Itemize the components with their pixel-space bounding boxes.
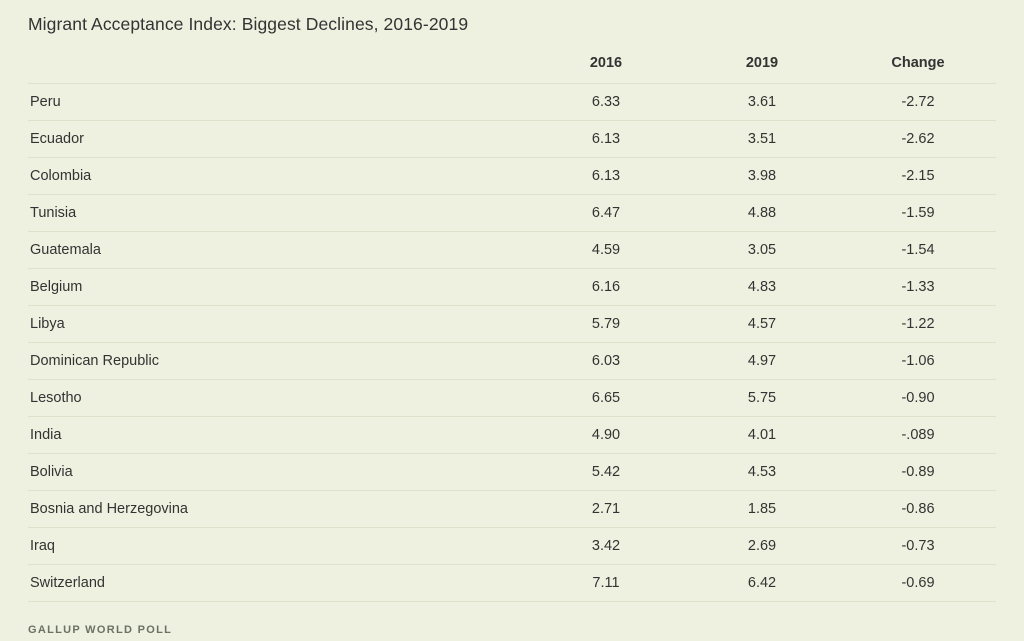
- cell-2019: 2.69: [684, 528, 840, 565]
- cell-change: -0.73: [840, 528, 996, 565]
- cell-2019: 3.51: [684, 121, 840, 158]
- cell-2019: 1.85: [684, 491, 840, 528]
- cell-2016: 6.65: [528, 380, 684, 417]
- cell-change: -.089: [840, 417, 996, 454]
- cell-country: Colombia: [28, 158, 528, 195]
- table-row: [28, 306, 996, 343]
- cell-2019: 3.05: [684, 232, 840, 269]
- cell-2019: 6.42: [684, 565, 840, 602]
- cell-2016: 5.42: [528, 454, 684, 491]
- column-header-change: Change: [891, 55, 945, 71]
- table-row: [28, 158, 996, 195]
- table-row: [28, 343, 996, 380]
- cell-change: -1.06: [840, 343, 996, 380]
- cell-country: India: [28, 417, 528, 454]
- cell-change: -1.22: [840, 306, 996, 343]
- cell-country: Bolivia: [28, 454, 528, 491]
- cell-change: -0.90: [840, 380, 996, 417]
- table-row: [28, 528, 996, 565]
- source-label: GALLUP WORLD POLL: [28, 624, 173, 636]
- table-header-row: [28, 49, 996, 84]
- cell-country: Iraq: [28, 528, 528, 565]
- table-row: [28, 84, 996, 121]
- table-row: [28, 565, 996, 602]
- cell-2019: 5.75: [684, 380, 840, 417]
- cell-2016: 5.79: [528, 306, 684, 343]
- cell-2016: 6.13: [528, 121, 684, 158]
- cell-country: Switzerland: [28, 565, 528, 602]
- table-row: [28, 491, 996, 528]
- cell-country: Lesotho: [28, 380, 528, 417]
- cell-2019: 4.88: [684, 195, 840, 232]
- table-row: [28, 269, 996, 306]
- cell-2019: 4.83: [684, 269, 840, 306]
- cell-2016: 4.90: [528, 417, 684, 454]
- cell-2016: 4.59: [528, 232, 684, 269]
- cell-change: -0.69: [840, 565, 996, 602]
- cell-2019: 4.57: [684, 306, 840, 343]
- table-row: [28, 121, 996, 158]
- cell-2016: 6.33: [528, 84, 684, 121]
- cell-country: Bosnia and Herzegovina: [28, 491, 528, 528]
- cell-country: Dominican Republic: [28, 343, 528, 380]
- cell-change: -1.33: [840, 269, 996, 306]
- cell-2019: 4.53: [684, 454, 840, 491]
- cell-2016: 6.13: [528, 158, 684, 195]
- table-row: [28, 195, 996, 232]
- cell-change: -2.72: [840, 84, 996, 121]
- migrant-acceptance-table: [28, 49, 996, 602]
- table-row: [28, 380, 996, 417]
- column-header-2016: 2016: [589, 55, 623, 71]
- cell-country: Guatemala: [28, 232, 528, 269]
- cell-2016: 6.03: [528, 343, 684, 380]
- table-row: [28, 417, 996, 454]
- cell-change: -1.59: [840, 195, 996, 232]
- column-header-country: [28, 49, 528, 84]
- table-row: [28, 454, 996, 491]
- cell-change: -1.54: [840, 232, 996, 269]
- cell-country: Tunisia: [28, 195, 528, 232]
- table-header: [28, 49, 996, 84]
- cell-country: Belgium: [28, 269, 528, 306]
- cell-2016: 6.16: [528, 269, 684, 306]
- table-body: [28, 84, 996, 602]
- cell-2016: 7.11: [528, 565, 684, 602]
- cell-2019: 4.97: [684, 343, 840, 380]
- cell-2016: 6.47: [528, 195, 684, 232]
- table-row: [28, 232, 996, 269]
- cell-country: Peru: [28, 84, 528, 121]
- cell-2019: 3.98: [684, 158, 840, 195]
- page-title: Migrant Acceptance Index: Biggest Declines, 2016-2019: [28, 14, 469, 34]
- cell-change: -0.86: [840, 491, 996, 528]
- cell-2016: 3.42: [528, 528, 684, 565]
- cell-change: -0.89: [840, 454, 996, 491]
- cell-2016: 2.71: [528, 491, 684, 528]
- cell-country: Ecuador: [28, 121, 528, 158]
- cell-2019: 4.01: [684, 417, 840, 454]
- cell-change: -2.62: [840, 121, 996, 158]
- cell-change: -2.15: [840, 158, 996, 195]
- cell-country: Libya: [28, 306, 528, 343]
- cell-2019: 3.61: [684, 84, 840, 121]
- column-header-2019: 2019: [745, 55, 779, 71]
